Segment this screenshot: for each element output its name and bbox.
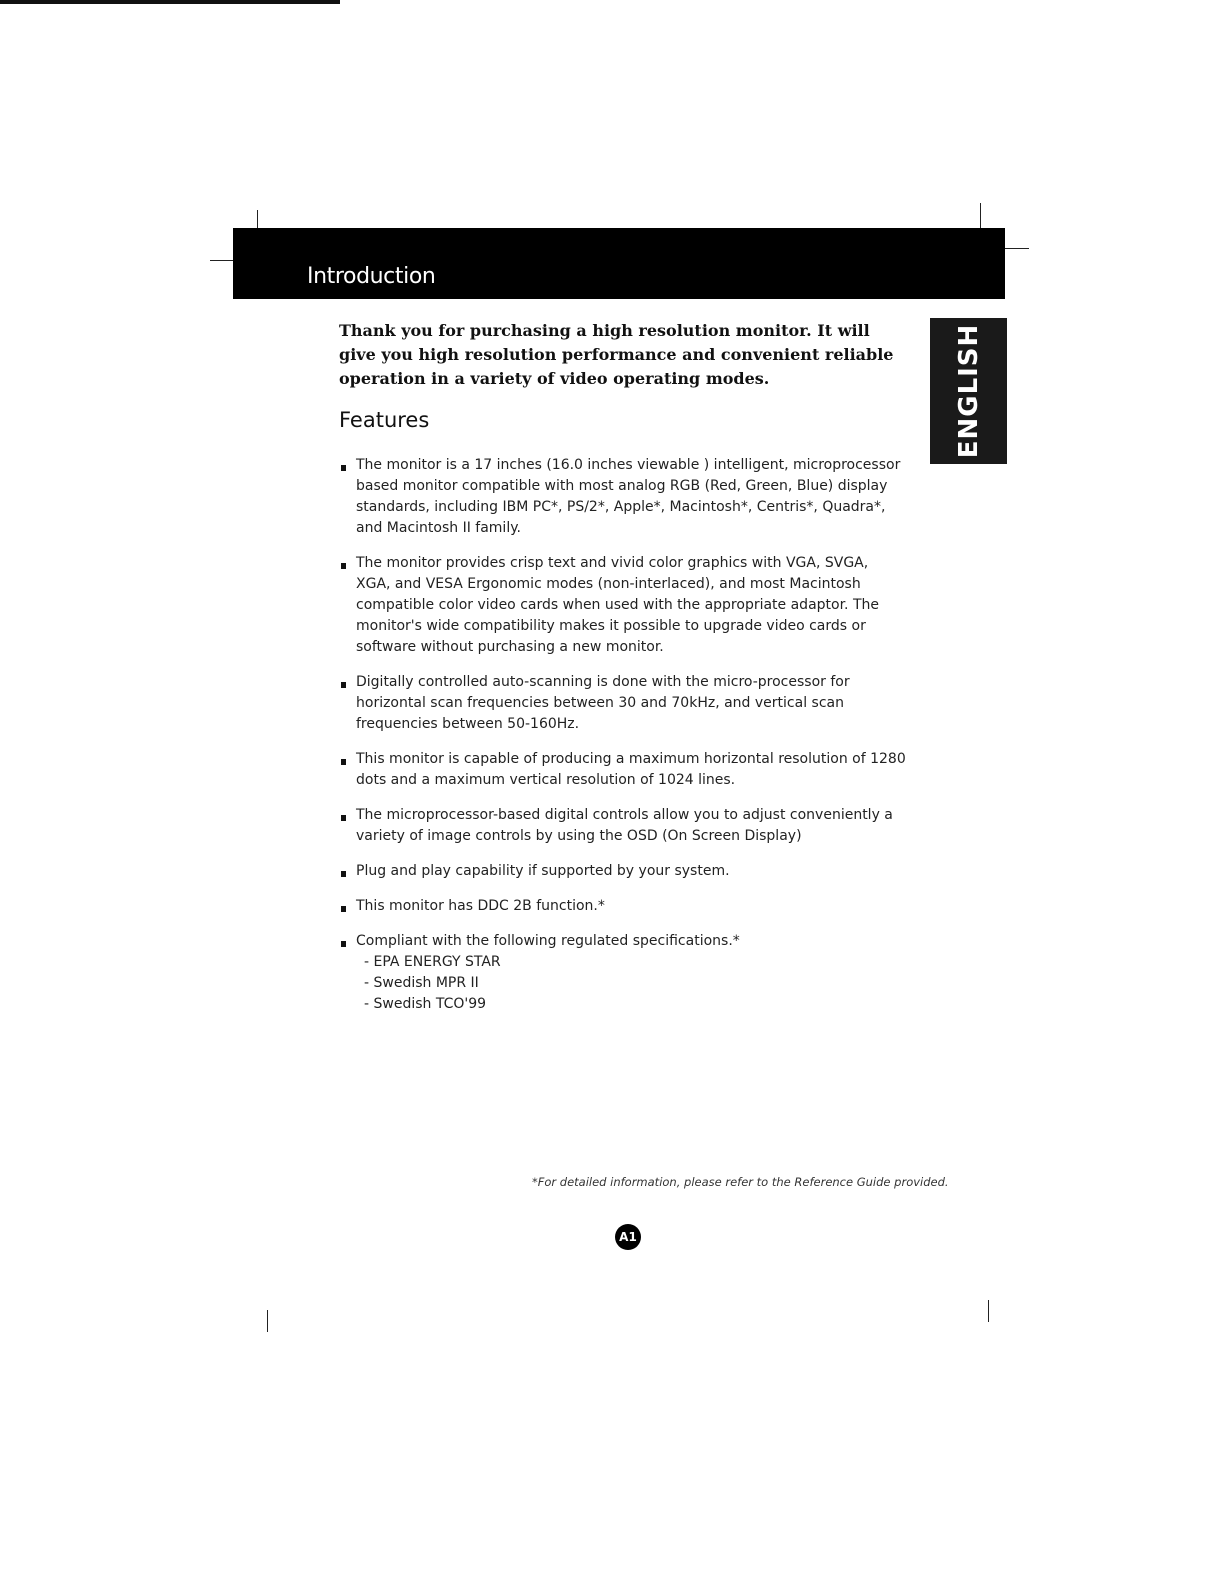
feature-item (341, 749, 906, 791)
scan-edge-line (0, 0, 340, 4)
feature-item (341, 805, 906, 847)
feature-item (341, 896, 906, 917)
feature-text: The monitor is a 17 inches (16.0 inches viewable ) intelligent, microprocessor based monitor compatible with most analog RGB (Red, Green, Blue) display standards, including IBM PC*, PS/2*, Apple*, Macintosh*, Centris*, Quadra*, and Macintosh II family. (356, 457, 901, 536)
header-bar (233, 228, 1005, 299)
crop-mark (210, 260, 234, 261)
footnote: *For detailed information, please refer to the Reference Guide provided. (532, 1175, 949, 1189)
feature-text: Digitally controlled auto-scanning is done with the micro-processor for horizontal scan frequencies between 30 and 70kHz, and vertical scan frequencies between 50-160Hz. (356, 674, 850, 732)
page-title: Introduction (307, 264, 436, 289)
feature-item (341, 931, 906, 1015)
bullet-icon (341, 465, 346, 471)
compliance-item: - Swedish MPR II (364, 975, 479, 991)
crop-mark (988, 1300, 989, 1322)
feature-text: The microprocessor-based digital controls allow you to adjust conveniently a variety of image controls by using the OSD (On Screen Display) (356, 807, 893, 844)
bullet-icon (341, 906, 346, 912)
language-tab (930, 318, 1007, 464)
features-heading: Features (339, 408, 430, 432)
feature-item (341, 553, 906, 658)
bullet-icon (341, 871, 346, 877)
bullet-icon (341, 563, 346, 569)
feature-text: The monitor provides crisp text and vivid color graphics with VGA, SVGA, XGA, and VESA Ergonomic modes (non-interlaced), and most Macintosh compatible color video cards when used with the appropriate adaptor. The monitor's wide compatibility makes it possible to upgrade video cards or software without purchasing a new monitor. (356, 555, 879, 655)
crop-mark (1005, 248, 1029, 249)
feature-text: This monitor is capable of producing a maximum horizontal resolution of 1280 dots and a maximum vertical resolution of 1024 lines. (356, 751, 906, 788)
feature-text: This monitor has DDC 2B function.* (356, 898, 605, 914)
bullet-icon (341, 941, 346, 947)
feature-item (341, 672, 906, 735)
intro-paragraph: Thank you for purchasing a high resolution monitor. It will give you high resolution performance and convenient reliable operation in a variety of video operating modes. (339, 321, 894, 388)
bullet-icon (341, 815, 346, 821)
language-label: ENGLISH (953, 323, 984, 459)
bullet-icon (341, 682, 346, 688)
crop-mark (267, 1310, 268, 1332)
compliance-item: - EPA ENERGY STAR (364, 954, 501, 970)
feature-item (341, 455, 906, 539)
feature-item (341, 861, 906, 882)
crop-mark (980, 203, 981, 229)
feature-text: Compliant with the following regulated specifications.* (356, 933, 740, 949)
bullet-icon (341, 759, 346, 765)
features-list (341, 455, 906, 1015)
feature-text: Plug and play capability if supported by your system. (356, 863, 730, 879)
compliance-list (356, 952, 906, 1015)
page-number-badge: A1 (615, 1224, 641, 1250)
compliance-item: - Swedish TCO'99 (364, 996, 487, 1012)
